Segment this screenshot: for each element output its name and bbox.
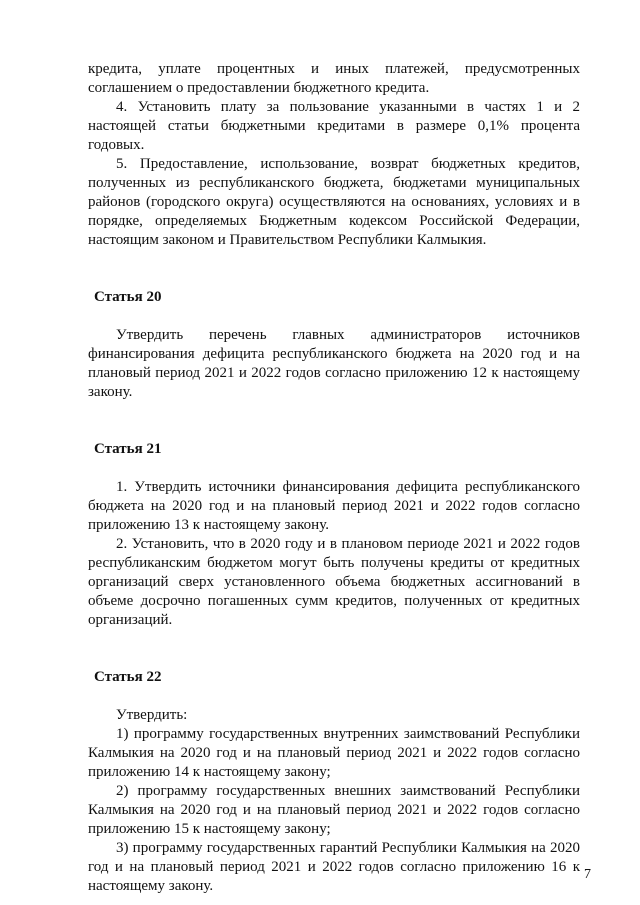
article-21-paragraph-1: 1. Утвердить источники финансирования дефицита республиканского бюджета на 2020 год и на плановый период 2021 и 2022 годов согласно приложению 13 к настоящему закону. <box>88 479 580 533</box>
document-page <box>88 60 580 896</box>
article-22-item-3: 3) программу государственных гарантий Республики Калмыкия на 2020 год и на плановый период 2021 и 2022 годов согласно приложению 16 к настоящему закону. <box>88 840 580 894</box>
page-number: 7 <box>584 867 591 882</box>
paragraph-5: 5. Предоставление, использование, возврат бюджетных кредитов, полученных из республиканского бюджета, бюджетами муниципальных районов (городского округа) осуществляются на основаниях, условиях и в порядке, определяемых Бюджетным кодексом Российской Федерации, настоящим законом и Правительством Республики Калмыкия. <box>88 156 580 248</box>
continuation-paragraph: кредита, уплате процентных и иных платежей, предусмотренных соглашением о предоставлении бюджетного кредита. <box>88 61 580 96</box>
article-21-paragraph-2: 2. Установить, что в 2020 году и в плановом периоде 2021 и 2022 годов республиканским бюджетом могут быть получены кредиты от кредитных организаций сверх установленного объема бюджетных ассигнований в объеме досрочно погашенных сумм кредитов, полученных от кредитных организаций. <box>88 536 580 628</box>
article-21-title: Статья 21 <box>94 441 162 457</box>
paragraph-4: 4. Установить плату за пользование указанными в частях 1 и 2 настоящей статьи бюджетными кредитами в размере 0,1% процента годовых. <box>88 99 580 153</box>
article-22-item-1: 1) программу государственных внутренних заимствований Республики Калмыкия на 2020 год и на плановый период 2021 и 2022 годов согласно приложению 14 к настоящему закону; <box>88 726 580 780</box>
article-22-intro: Утвердить: <box>116 707 188 723</box>
article-22-item-2: 2) программу государственных внешних заимствований Республики Калмыкия на 2020 год и на плановый период 2021 и 2022 годов согласно приложению 15 к настоящему закону; <box>88 783 580 837</box>
article-20-paragraph: Утвердить перечень главных администраторов источников финансирования дефицита республиканского бюджета на 2020 год и на плановый период 2021 и 2022 годов согласно приложению 12 к настоящему закону. <box>88 327 580 400</box>
article-22-title: Статья 22 <box>94 669 162 685</box>
article-20-title: Статья 20 <box>94 289 162 305</box>
